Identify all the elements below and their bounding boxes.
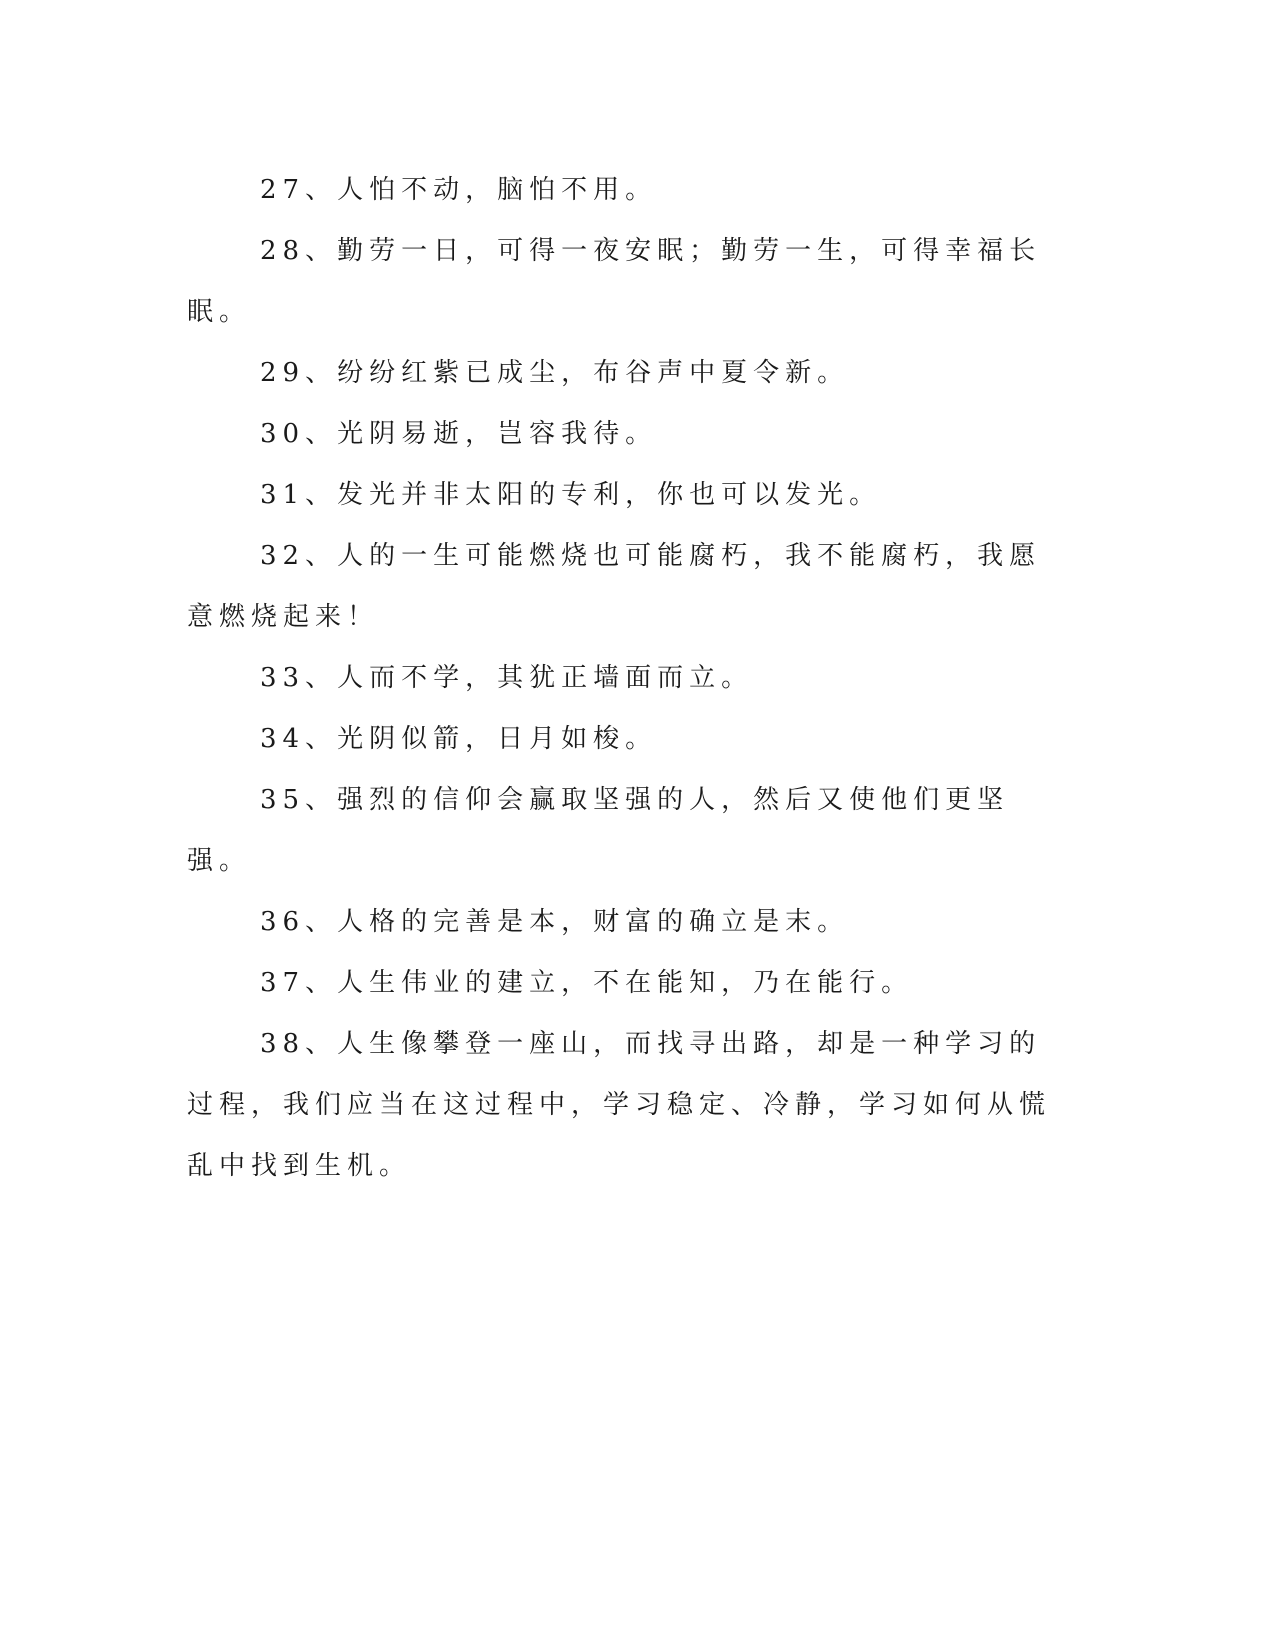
paragraph-33: 33、人而不学，其犹正墙面而立。 [260, 663, 754, 693]
document-body [187, 160, 1067, 1197]
paragraph-37: 37、人生伟业的建立，不在能知，乃在能行。 [260, 968, 914, 998]
paragraph-34: 34、光阴似箭，日月如梭。 [260, 724, 658, 754]
paragraph-32: 32、人的一生可能燃烧也可能腐朽，我不能腐朽，我愿意燃烧起来！ [187, 541, 1042, 632]
paragraph-30: 30、光阴易逝，岂容我待。 [260, 419, 658, 449]
paragraph-35: 35、强烈的信仰会赢取坚强的人，然后又使他们更坚强。 [187, 785, 1010, 876]
paragraph-28: 28、勤劳一日，可得一夜安眠；勤劳一生，可得幸福长眠。 [187, 236, 1042, 327]
paragraph-38: 38、人生像攀登一座山，而找寻出路，却是一种学习的过程，我们应当在这过程中，学习稳定、冷静，学习如何从慌乱中找到生机。 [187, 1029, 1052, 1181]
paragraph-31: 31、发光并非太阳的专利，你也可以发光。 [260, 480, 882, 510]
paragraph-29: 29、纷纷红紫已成尘，布谷声中夏令新。 [260, 358, 850, 388]
paragraph-27: 27、人怕不动，脑怕不用。 [260, 175, 658, 205]
paragraph-36: 36、人格的完善是本，财富的确立是末。 [260, 907, 850, 937]
